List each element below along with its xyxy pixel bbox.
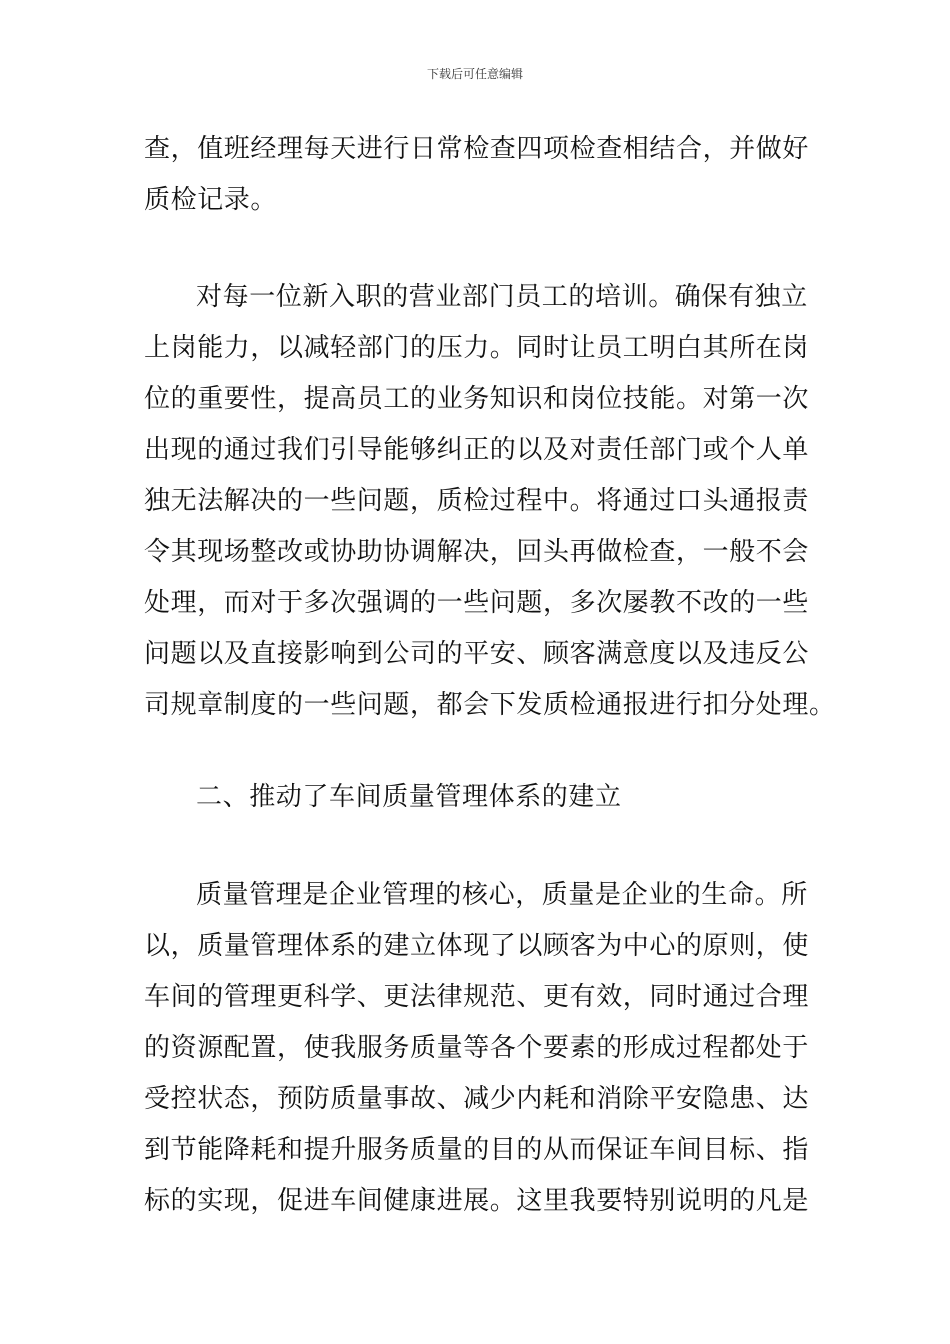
text-line: 的资源配置，使我服务质量等各个要素的形成过程都处于 [144,1033,810,1063]
text-line: 对每一位新入职的营业部门员工的培训。确保有独立 [196,282,808,312]
text-line: 位的重要性，提高员工的业务知识和岗位技能。对第一次 [144,384,810,414]
paragraph-2 [144,272,836,731]
text-line: 质检记录。 [144,185,278,215]
text-line: 上岗能力，以减轻部门的压力。同时让员工明白其所在岗 [144,333,810,363]
text-line: 出现的通过我们引导能够纠正的以及对责任部门或个人单 [144,435,810,465]
text-line: 问题以及直接影响到公司的平安、顾客满意度以及违反公 [144,639,810,669]
text-line: 受控状态，预防质量事故、减少内耗和消除平安隐患、达 [144,1084,810,1114]
text-line: 处理，而对于多次强调的一些问题，多次屡教不改的一些 [144,588,810,618]
text-line: 到节能降耗和提升服务质量的目的从而保证车间目标、指 [144,1135,810,1165]
text-line: 质量管理是企业管理的核心，质量是企业的生命。所 [196,880,808,910]
page-header: 下载后可任意编辑 [426,67,523,81]
text-line: 车间的管理更科学、更法律规范、更有效，同时通过合理 [144,982,810,1012]
text-line: 以，质量管理体系的建立体现了以顾客为中心的原则，使 [144,931,810,961]
text-line: 司规章制度的一些问题，都会下发质检通报进行扣分处理。 [144,690,836,720]
text-line: 令其现场整改或协助协调解决，回头再做检查，一般不会 [144,537,810,567]
section-heading [144,772,808,823]
paragraph-1 [144,124,808,226]
text-line: 标的实现，促进车间健康进展。这里我要特别说明的凡是 [144,1186,810,1216]
text-line: 独无法解决的一些问题，质检过程中。将通过口头通报责 [144,486,810,516]
heading-line: 二、推动了车间质量管理体系的建立 [196,782,622,812]
paragraph-3 [144,870,808,1227]
text-line: 查，值班经理每天进行日常检查四项检查相结合，并做好 [144,134,810,164]
